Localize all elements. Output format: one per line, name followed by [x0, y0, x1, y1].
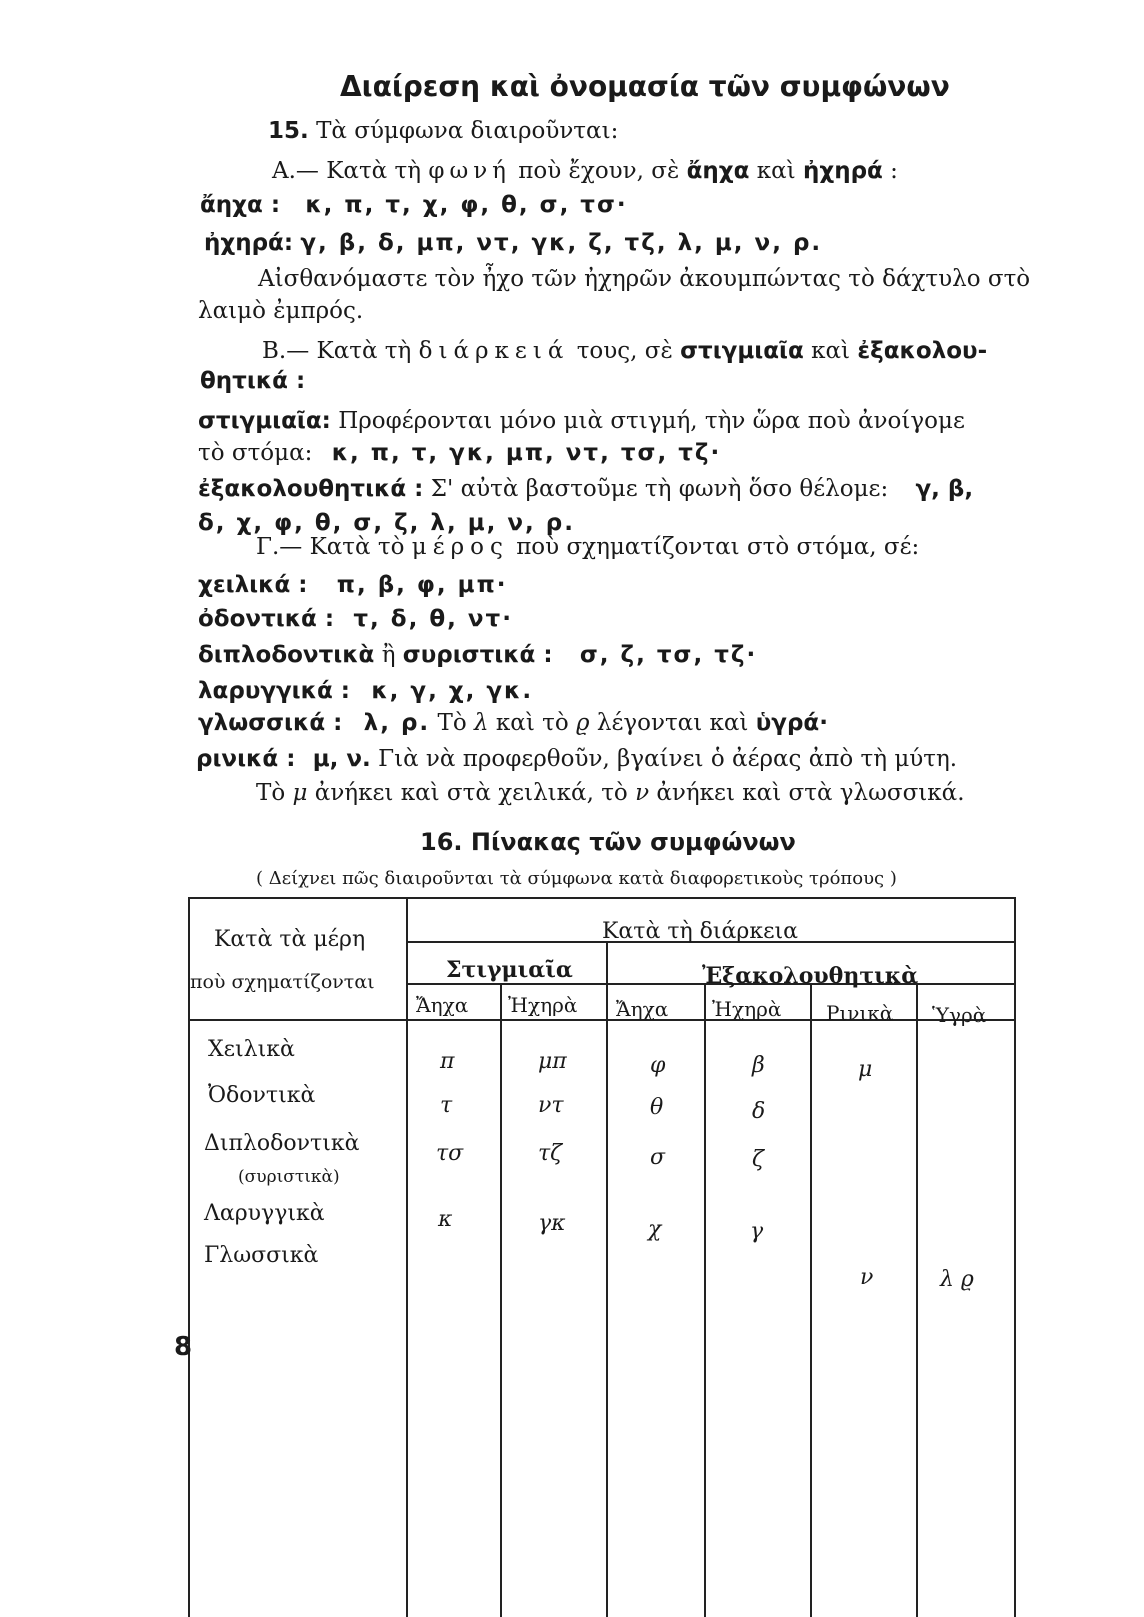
- cheil-line: [198, 570, 508, 600]
- table-cell: φ: [650, 1053, 666, 1078]
- ichira-line: [204, 228, 822, 258]
- table-cell: τζ: [538, 1141, 563, 1166]
- paragraph-b: [262, 336, 987, 366]
- row-header-line-2: ποὺ σχηματίζονται: [190, 971, 375, 993]
- table-cell: ν: [860, 1265, 874, 1290]
- a-term2: ἠχηρά: [802, 158, 883, 184]
- exak-line-2: δ, χ, φ, θ, σ, ζ, λ, μ, ν, ρ.: [198, 510, 575, 536]
- a-rest: ποὺ ἔχουν, σὲ: [518, 158, 680, 184]
- table-cell: τ: [440, 1093, 453, 1118]
- row-header-line-1: Κατὰ τὰ μέρη: [214, 927, 366, 952]
- ichira-term: ἠχηρά:: [204, 230, 294, 256]
- rinik-text: Γιὰ νὰ προφερθοῦν, βγαίνει ὁ ἀέρας ἀπὸ τὴ μύτη.: [378, 746, 958, 772]
- col-header: Ρινικὰ: [826, 1001, 894, 1025]
- table-cell: δ: [752, 1099, 766, 1124]
- table-cell: σ: [650, 1145, 666, 1170]
- g-spaced: μέρος: [411, 534, 509, 560]
- row-name: Γλωσσικὰ: [204, 1243, 319, 1268]
- diplo-term: διπλοδοντικὰ: [198, 642, 375, 668]
- col-header: Ἠχηρὰ: [508, 993, 578, 1017]
- row-subname: (συριστικὰ): [238, 1167, 340, 1187]
- stigm-term: στιγμιαῖα:: [198, 408, 331, 434]
- table-cell: ζ: [752, 1147, 764, 1172]
- rinik-line: [196, 744, 957, 774]
- row-name: Ὀδοντικὰ: [208, 1083, 316, 1108]
- table-cell: μπ: [538, 1049, 567, 1074]
- b-spaced: διάρκειά: [418, 338, 570, 364]
- a-term1: ἄηχα: [686, 158, 750, 184]
- gloss-text: Τὸ: [437, 710, 467, 736]
- gloss-ygra: ὑγρά·: [755, 710, 828, 736]
- table-cell: π: [440, 1049, 455, 1074]
- stigm-text2: τὸ στόμα:: [198, 440, 313, 466]
- a-label: Α.— Κατὰ τὴ: [272, 158, 422, 184]
- paragraph-g: [256, 532, 919, 562]
- mu-n: ν: [635, 780, 650, 806]
- exak-text: Σ' αὐτὰ βαστοῦμε τὴ φωνὴ ὅσο θέλομε:: [430, 476, 889, 502]
- table-cell: μ: [858, 1057, 873, 1082]
- row-name: Διπλοδοντικὰ: [204, 1131, 360, 1156]
- laryg-term: λαρυγγικά :: [198, 678, 350, 704]
- note-line-2: λαιμὸ ἐμπρός.: [198, 298, 364, 324]
- mu-m: μ: [292, 780, 308, 806]
- stigm-line-2: [198, 438, 721, 468]
- exak-header: Ἐξακολουθητικὰ: [702, 963, 919, 989]
- exak-line-1: [198, 474, 973, 504]
- b-rest: τους, σὲ: [576, 338, 673, 364]
- cheil-letters: π, β, φ, μπ·: [336, 572, 508, 598]
- b-term2: ἐξακολου-: [857, 338, 988, 364]
- table-cell: γκ: [538, 1211, 566, 1236]
- row-name: Χειλικὰ: [208, 1037, 295, 1062]
- row-name: Λαρυγγικὰ: [204, 1201, 325, 1226]
- stigm-text: Προφέρονται μόνο μιὰ στιγμή, τὴν ὥρα ποὺ ἀνοίγομε: [338, 408, 965, 434]
- aicha-term: ἄηχα :: [200, 192, 281, 218]
- mu-t2: ἀνήκει καὶ στὰ χειλικά, τὸ: [314, 780, 628, 806]
- gloss-l: λ: [474, 710, 489, 736]
- rinik-letters: μ, ν.: [312, 746, 371, 772]
- table-cell: χ: [648, 1217, 662, 1242]
- gloss-rest: λέγονται καὶ: [596, 710, 749, 736]
- g-rest: ποὺ σχηματίζονται στὸ στόμα, σέ:: [516, 534, 920, 560]
- odont-line: [198, 604, 513, 634]
- table-cell: β: [752, 1053, 765, 1078]
- gloss-term: γλωσσικά :: [198, 710, 343, 736]
- table-cell: τσ: [436, 1141, 464, 1166]
- odont-term: ὀδοντικά :: [198, 606, 335, 632]
- page-number: 8: [174, 1332, 193, 1362]
- cheil-term: χειλικά :: [198, 572, 308, 598]
- diplo-letters: σ, ζ, τσ, τζ·: [579, 642, 758, 668]
- exak-letters: γ, β,: [915, 476, 974, 502]
- b-term1: στιγμιαῖα: [680, 338, 804, 364]
- table-subtitle: ( Δείχνει πῶς διαιροῦνται τὰ σύμφωνα κατὰ διαφορετικοὺς τρόπους ): [256, 868, 897, 889]
- b-term2-cont: θητικά :: [200, 368, 306, 394]
- page-heading: Διαίρεση καὶ ὀνομασία τῶν συμφώνων: [340, 70, 950, 103]
- laryg-line: [198, 676, 533, 706]
- section-number: 15.: [268, 118, 309, 144]
- mu-t1: Τὸ: [256, 780, 286, 806]
- gloss-line: [198, 708, 828, 738]
- stigm-header: Στιγμιαῖα: [446, 957, 573, 983]
- a-spaced: φωνή: [428, 158, 511, 184]
- section-15-intro: [268, 116, 618, 146]
- stigm-line-1: [198, 406, 965, 436]
- diplo-line: [198, 640, 757, 670]
- gloss-and: καὶ τὸ: [495, 710, 569, 736]
- b-label: Β.— Κατὰ τὴ: [262, 338, 412, 364]
- intro-text: Τὰ σύμφωνα διαιροῦνται:: [316, 118, 619, 144]
- aicha-line: [200, 190, 628, 220]
- exak-term: ἐξακολουθητικά :: [198, 476, 424, 502]
- diplo-term2: συριστικά :: [402, 642, 553, 668]
- col-header: Ἄηχα: [616, 997, 669, 1021]
- table-title: 16. Πίνακας τῶν συμφώνων: [420, 828, 796, 856]
- gloss-letters: λ, ρ.: [363, 710, 431, 736]
- mu-t3: ἀνήκει καὶ στὰ γλωσσικά.: [656, 780, 965, 806]
- stigm-letters: κ, π, τ, γκ, μπ, ντ, τσ, τζ·: [331, 440, 722, 466]
- a-colon: :: [890, 158, 898, 184]
- table-cell: ντ: [538, 1093, 564, 1118]
- g-label: Γ.— Κατὰ τὸ: [256, 534, 405, 560]
- rinik-term: ρινικά :: [196, 746, 296, 772]
- mu-line: [256, 778, 965, 808]
- table-cell: γ: [750, 1219, 764, 1244]
- col-header: Ἄηχα: [416, 993, 469, 1017]
- a-and: καὶ: [756, 158, 796, 184]
- col-header: Ὑγρὰ: [932, 1003, 987, 1027]
- laryg-letters: κ, γ, χ, γκ.: [371, 678, 534, 704]
- paragraph-a: [272, 156, 898, 186]
- odont-letters: τ, δ, θ, ντ·: [353, 606, 513, 632]
- ichira-letters: γ, β, δ, μπ, ντ, γκ, ζ, τζ, λ, μ, ν, ρ.: [300, 230, 823, 256]
- gloss-r: ϱ: [576, 710, 590, 736]
- b-and: καὶ: [811, 338, 851, 364]
- aicha-letters: κ, π, τ, χ, φ, θ, σ, τσ·: [305, 192, 628, 218]
- table-cell: κ: [438, 1207, 453, 1232]
- note-line-1: Αἰσθανόμαστε τὸν ἦχο τῶν ἠχηρῶν ἀκουμπώντας τὸ δάχτυλο στὸ: [258, 266, 1031, 292]
- consonant-table: [188, 897, 1018, 1617]
- table-cell: θ: [650, 1095, 664, 1120]
- col-header: Ἠχηρὰ: [712, 997, 782, 1021]
- table-cell: λ ϱ: [940, 1267, 974, 1292]
- diplo-or: ἢ: [381, 642, 396, 668]
- duration-header: Κατὰ τὴ διάρκεια: [602, 919, 798, 944]
